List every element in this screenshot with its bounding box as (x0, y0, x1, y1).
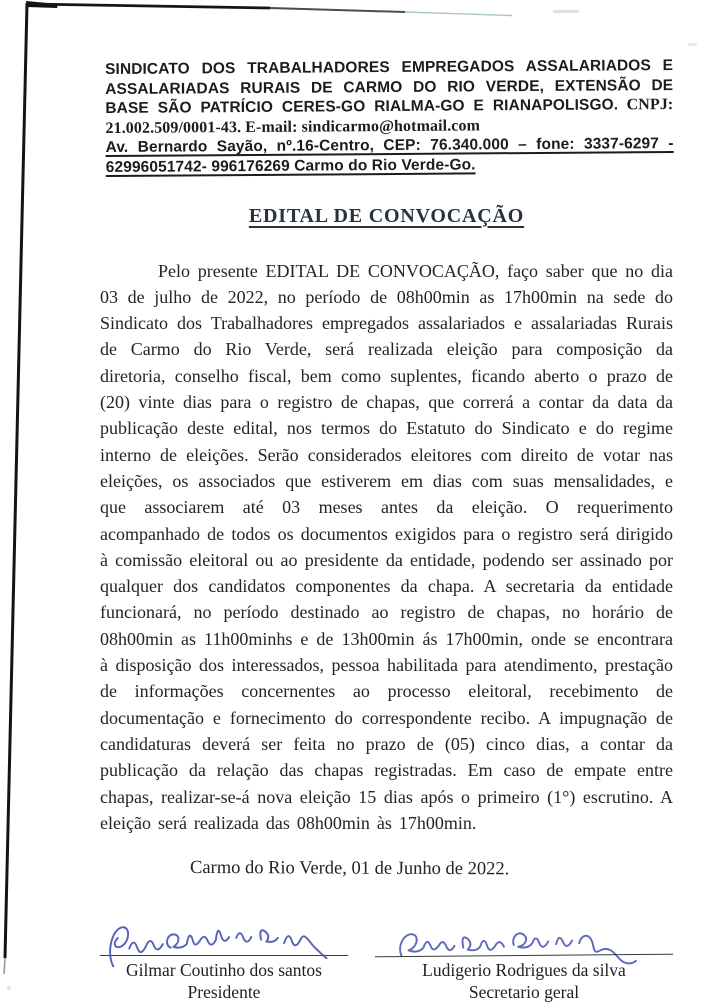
signatory-name: Ludigerio Rodrigues da silva (422, 960, 626, 981)
signatory-role: Secretario geral (468, 982, 580, 1003)
letterhead-line-3 (105, 95, 673, 119)
signature-president (100, 922, 348, 1004)
letterhead-address: Av. Bernardo Sayão, nº.16-Centro, CEP: 76.340.000 – fone: 3337-6297 - (105, 135, 674, 157)
signature-line-president (100, 955, 348, 956)
letterhead-phones-city: 62996051742- 996176269 Carmo do Rio Verde-Go. (105, 156, 476, 176)
letterhead (105, 56, 674, 178)
letterhead-cnpj-label: CNPJ: (626, 96, 674, 114)
letterhead-cnpj-email: 21.002.509/0001-43. E-mail: sindicarmo@hotmail.com (105, 117, 481, 137)
letterhead-line-2: ASSALARIADAS RURAIS DE CARMO DO RIO VERDE, EXTENSÃO DE (105, 76, 674, 98)
document-title: EDITAL DE CONVOCAÇÃO (248, 204, 525, 227)
signatory-name: Gilmar Coutinho dos santos (126, 960, 322, 981)
body-paragraph: Pelo presente EDITAL DE CONVOCAÇÃO, faço saber que no dia 03 de julho de 2022, no período de 08h00min as 17h00min na sede do Sindicato dos Trabalhadores empregados assalariados e assalariadas Rurais de Carmo do Rio Verde, será realizada eleição para composição da diretoria, conselho fiscal, bem como suplentes, ficando aberto o prazo de (20) vinte dias para o registro de chapas, que correrá a contar da data da publicação deste edital, nos termos do Estatuto do Sindicato e do regime interno de eleições. Serão considerados eleitores com direito de votar nas eleições, os associados que estiverem em dias com suas mensalidades, e que associarem até 03 meses antes da eleição. O requerimento acompanhado de todos os documentos exigidos para o registro será dirigido à comissão eleitoral ou ao presidente da entidade, podendo ser assinado por qualquer dos candidatos componentes da chapa. A secretaria da entidade funcionará, no período destinado ao registro de chapas, no horário de 08h00min as 11h00minhs e de 13h00min ás 17h00min, onde se encontrara à disposição dos interessados, pessoa habilitada para atendimento, prestação de informações concernentes ao processo eleitoral, recebimento de documentação e fornecimento do correspondente recibo. A impugnação de candidaturas deverá ser feita no prazo de (05) cinco dias, a contar da publicação da relação das chapas registradas. Em caso de empate entre chapas, realizar-se-á nova eleição 15 dias após o primeiro (1°) escrutino. A eleição será realizada das 08h00min às 17h00min. (100, 260, 673, 833)
signature-secretary (375, 922, 673, 1004)
letterhead-base-text: BASE SÃO PATRÍCIO CERES-GO RIALMA-GO E RIANAPOLISGO. (105, 96, 619, 118)
signature-block (100, 922, 673, 1004)
letterhead-line-1: SINDICATO DOS TRABALHADORES EMPREGADOS ASSALARIADOS E (105, 57, 674, 78)
signatory-role: Presidente (187, 982, 261, 1003)
date-line: Carmo do Rio Verde, 01 de Junho de 2022. (189, 858, 510, 880)
